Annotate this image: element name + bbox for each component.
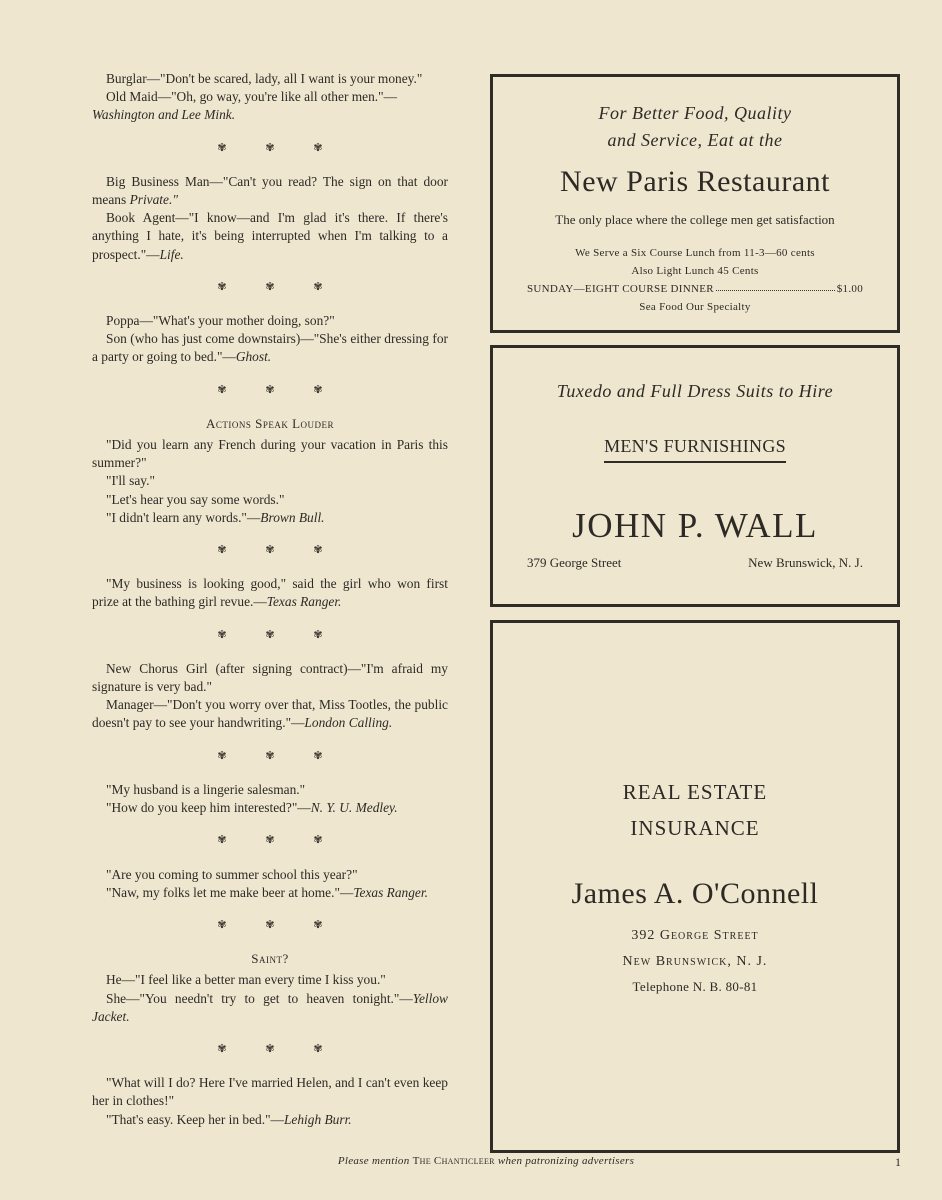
joke-line: "Did you learn any French during your vacation in Paris this summer?" (92, 437, 448, 471)
joke (92, 575, 448, 611)
street-address: 379 George Street (527, 555, 622, 570)
joke-line: "Are you coming to summer school this year?" (106, 866, 358, 882)
real-estate-ad (490, 620, 900, 1153)
city: New Brunswick, N. J. (622, 954, 768, 969)
menu-line: Also Light Lunch 45 Cents (631, 265, 759, 277)
joke (92, 866, 448, 902)
separator-ornament: ✾ ✾ ✾ (217, 918, 341, 931)
menu-line: We Serve a Six Course Lunch from 11-3—60 cents (575, 247, 815, 259)
joke-line: "I'll say." (106, 473, 155, 489)
leader-dots (716, 283, 835, 291)
joke (92, 70, 448, 125)
page-footer: Please mention The Chanticleer when patronizing advertisers (337, 1155, 635, 1167)
joke-line: Big Business Man—"Can't you read? The sign on that door means Private." (92, 173, 448, 208)
menu-line: Sea Food Our Specialty (639, 301, 751, 313)
joke-line: "How do you keep him interested?"—N. Y. U. Medley. (106, 800, 398, 816)
page-number: 1 (895, 1155, 901, 1169)
dinner-label: SUNDAY—EIGHT COURSE DINNER (527, 283, 714, 295)
dinner-price: $1.00 (836, 283, 863, 295)
joke-line: New Chorus Girl (after signing contract)—"I'm afraid my signature is very bad." (92, 660, 448, 695)
joke-line: "Let's hear you say some words." (106, 491, 285, 507)
telephone: Telephone N. B. 80-81 (632, 979, 758, 994)
joke-line: Poppa—"What's your mother doing, son?" (106, 313, 335, 329)
joke-line: Manager—"Don't you worry over that, Miss Tootles, the public doesn't pay to see your handwriting."—London Calling. (92, 697, 448, 731)
street-address: 392 George Street (631, 928, 759, 943)
furnishings-heading: MEN'S FURNISHINGS (493, 436, 897, 463)
joke-heading: Actions Speak Louder (205, 415, 335, 431)
joke (92, 781, 448, 817)
separator-ornament: ✾ ✾ ✾ (217, 383, 341, 396)
joke-line: Burglar—"Don't be scared, lady, all I want is your money." (106, 71, 423, 86)
restaurant-name: New Paris Restaurant (560, 165, 830, 198)
joke (92, 173, 448, 264)
agent-name: James A. O'Connell (571, 877, 819, 910)
city: New Brunswick, N. J. (748, 555, 863, 570)
joke-source: Texas Ranger. (266, 594, 342, 610)
joke-source: Texas Ranger. (353, 884, 428, 900)
separator-ornament: ✾ ✾ ✾ (217, 280, 341, 293)
separator-ornament: ✾ ✾ ✾ (217, 1042, 341, 1055)
joke-line: Book Agent—"I know—and I'm glad it's there. If there's anything I hate, it's being interrupted when I'm talking to a prospect."—Life. (92, 210, 448, 262)
clothier-ad (490, 345, 900, 607)
joke-line: She—"You needn't try to get to heaven tonight."—Yellow Jacket. (92, 990, 448, 1024)
joke-heading: Saint? (251, 951, 289, 967)
joke-source: London Calling. (304, 715, 393, 731)
joke-line: "That's easy. Keep her in bed."—Lehigh Burr. (106, 1111, 352, 1127)
ad-subtitle: The only place where the college men get satisfaction (555, 212, 835, 227)
separator-ornament: ✾ ✾ ✾ (217, 628, 341, 641)
joke-source: Lehigh Burr. (283, 1111, 352, 1127)
ad-tagline: and Service, Eat at the (607, 130, 783, 150)
ad-address (527, 555, 863, 571)
joke-line: Son (who has just come downstairs)—"She's either dressing for a party or going to bed."—Ghost. (92, 331, 448, 365)
joke-source: Ghost. (235, 349, 272, 365)
restaurant-ad (490, 74, 900, 333)
joke-source: Yellow Jacket. (92, 990, 448, 1024)
joke-line: "My business is looking good," said the girl who won first prize at the bathing girl revue.—Texas Ranger. (92, 576, 448, 610)
joke-line: "My husband is a lingerie salesman." (106, 781, 306, 797)
joke-source: Washington and Lee Mink. (92, 107, 236, 123)
separator-ornament: ✾ ✾ ✾ (217, 544, 341, 557)
ad-tagline: Tuxedo and Full Dress Suits to Hire (556, 381, 834, 401)
ad-service-line: REAL ESTATE (622, 780, 768, 804)
merchant-name: JOHN P. WALL (572, 506, 818, 545)
joke-line: He—"I feel like a better man every time I kiss you." (106, 972, 386, 988)
joke-source: Life. (159, 246, 184, 262)
separator-ornament: ✾ ✾ ✾ (217, 834, 341, 847)
menu-line-dinner (527, 283, 863, 295)
joke (92, 312, 448, 367)
jokes-column (92, 70, 448, 1129)
joke (92, 1074, 448, 1129)
joke-line: "What will I do? Here I've married Helen, and I can't even keep her in clothes!" (92, 1075, 448, 1109)
joke-source: Brown Bull. (260, 509, 325, 525)
joke-line: "I didn't learn any words."—Brown Bull. (106, 509, 325, 525)
joke-line: "Naw, my folks let me make beer at home."—Texas Ranger. (106, 884, 428, 900)
separator-ornament: ✾ ✾ ✾ (217, 141, 341, 154)
joke-line: Old Maid—"Oh, go way, you're like all other men."— Washington and Lee Mink. (92, 89, 398, 123)
publication-name: The Chanticleer (412, 1155, 495, 1167)
ad-tagline: For Better Food, Quality (598, 103, 792, 123)
separator-ornament: ✾ ✾ ✾ (217, 749, 341, 762)
ad-service-line: INSURANCE (630, 816, 760, 840)
joke (92, 415, 448, 527)
joke (92, 950, 448, 1026)
joke-source: N. Y. U. Medley. (310, 800, 398, 816)
joke (92, 660, 448, 733)
